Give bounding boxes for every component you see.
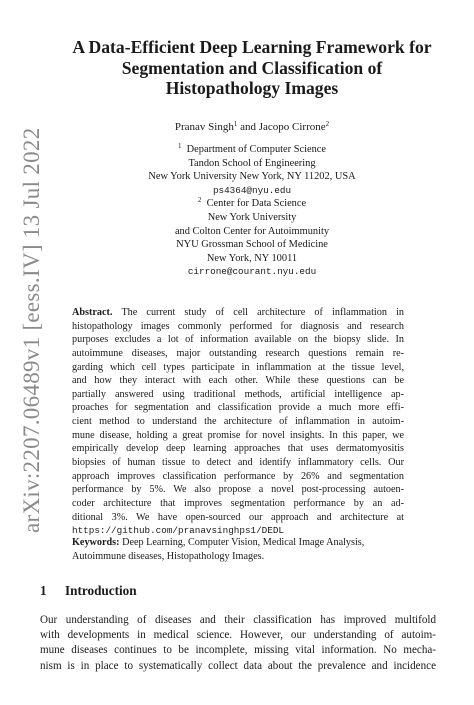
author-name: Pranav Singh — [174, 121, 234, 133]
keywords-line: Autoimmune diseases, Histopathology Images. — [72, 550, 265, 562]
affiliation-mark: 2 — [325, 120, 330, 128]
abstract-line: cient method to understand the architecture of inflammation in autoim- — [72, 416, 404, 428]
affiliation-line: $^2$ Center for Data Science — [197, 196, 307, 210]
body-line: mune diseases continues to be incomplete, missing vital information. No mecha- — [40, 644, 436, 657]
title-line: Segmentation and Classification of — [121, 57, 383, 78]
abstract — [72, 306, 404, 538]
title-line: A Data-Efficient Deep Learning Framework for — [72, 37, 432, 57]
abstract-line: purposes excludes a lot of information available on the biopsy slide. In — [72, 334, 404, 346]
abstract-line: partially answered using traditional methods, artificial intelligence ap- — [72, 388, 404, 400]
affiliation-line: $^1$ Department of Computer Science — [177, 142, 327, 155]
affiliation-line: New York University New York, NY 11202, USA — [148, 171, 356, 183]
author-conjunction: and — [237, 121, 259, 133]
abstract-line: ditional 3%. We have open-sourced our approach and architecture at — [72, 511, 404, 523]
affiliation-mark: 1 — [233, 120, 238, 128]
affiliation-mark: 1 — [177, 142, 182, 150]
body-line: with developments in medical science. However, our understanding of autoim- — [40, 629, 436, 642]
affiliation-line: Tandon School of Engineering — [188, 157, 316, 169]
title-line: Histopathology Images — [165, 78, 339, 98]
author-list — [40, 121, 464, 133]
abstract-line: and how they interact with each other. While these questions can be — [72, 375, 404, 387]
email-link[interactable]: cirrone@courant.nyu.edu — [187, 266, 317, 278]
abstract-line: approach improves classification performance by 26% and segmentation — [72, 470, 404, 482]
abstract-line: histopathology images commonly performed for diagnosis and research — [72, 320, 404, 332]
abstract-line: autoimmune diseases, major outstanding research questions remain re- — [72, 347, 404, 359]
introduction-text — [40, 613, 436, 674]
abstract-line: garding which cell types participate in inflammation at the tissue level, — [72, 361, 404, 373]
body-line: nism is in place to systematically collect data about the prevalence and incidence — [40, 659, 436, 672]
keywords-line: Keywords: Deep Learning, Computer Vision, Medical Image Analysis, — [72, 537, 365, 548]
email-link[interactable]: ps4364@nyu.edu — [212, 184, 292, 196]
section-heading — [40, 583, 137, 599]
abstract-line: biopsies of human tissue to detect and identify inflammatory cells. Our — [72, 457, 404, 469]
abstract-line: mune disease, holding a great promise for novel insights. In this paper, we — [72, 429, 404, 441]
section-number: 1 — [40, 583, 47, 598]
repository-link[interactable]: https://github.com/pranavsinghps1/DEDL — [72, 525, 285, 537]
abstract-line: coder architecture that improves segmentation performance by an ad- — [72, 497, 404, 509]
abstract-line: proaches for segmentation and classification provide a much more effi- — [72, 402, 404, 414]
abstract-line: performance by 5%. We also propose a novel post-processing autoen- — [72, 484, 404, 496]
abstract-label: Abstract. — [72, 307, 113, 318]
section-title: Introduction — [65, 583, 137, 598]
affiliation-mark: 2 — [197, 196, 202, 205]
keywords-label: Keywords: — [72, 537, 120, 548]
affiliation-line: New York University — [207, 211, 297, 223]
affiliations — [40, 143, 464, 279]
affiliation-line: New York, NY 10011 — [206, 252, 298, 264]
abstract-line: empirically develop deep learning approaches that uses dermatomyositis — [72, 443, 404, 455]
author-name: Jacopo Cirrone — [258, 121, 326, 133]
keywords — [72, 536, 404, 563]
abstract-line: Abstract. The current study of cell architecture of inflammation in — [72, 307, 404, 318]
body-line: Our understanding of diseases and their classification has improved multifold — [40, 614, 436, 626]
paper-title — [40, 37, 464, 99]
arxiv-identifier: arXiv:2207.06489v1 [eess.IV] 13 Jul 2022 — [19, 127, 44, 533]
affiliation-line: and Colton Center for Autoimmunity — [174, 225, 330, 237]
affiliation-line: NYU Grossman School of Medicine — [176, 239, 328, 251]
